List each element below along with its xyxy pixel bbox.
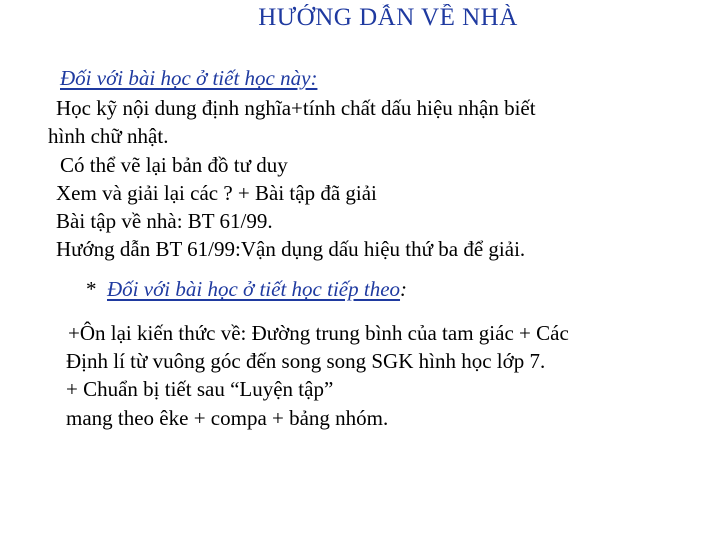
section1-line-1: Học kỹ nội dung định nghĩa+tính chất dấu hiệu nhận biết [56, 96, 536, 120]
section2-line-2: Định lí từ vuông góc đến song song SGK hình học lớp 7. [66, 349, 546, 373]
section1-line-3: Có thể vẽ lại bản đồ tư duy [60, 153, 288, 177]
section2-line-1: +Ôn lại kiến thức về: Đường trung bình của tam giác + Các [68, 321, 569, 345]
section2-line-4: mang theo êke + compa + bảng nhóm. [66, 406, 389, 430]
section2-heading: Đối với bài học ở tiết học tiếp theo [107, 277, 401, 301]
section2-heading-colon: : [400, 277, 408, 301]
section1-line-4: Xem và giải lại các ? + Bài tập đã giải [56, 181, 377, 205]
page-title: HƯỚNG DẪN VỀ NHÀ [258, 4, 518, 31]
section1-line-5: Bài tập về nhà: BT 61/99. [56, 209, 273, 233]
section2-line-3: + Chuẩn bị tiết sau “Luyện tập” [66, 377, 334, 401]
section1-line-2: hình chữ nhật. [48, 124, 169, 148]
bullet-marker: * [86, 277, 97, 301]
section1-line-6: Hướng dẫn BT 61/99:Vận dụng dấu hiệu thứ ba để giải. [56, 237, 526, 261]
section1-heading: Đối với bài học ở tiết học này: [60, 66, 318, 90]
section2-heading-row [86, 277, 407, 301]
